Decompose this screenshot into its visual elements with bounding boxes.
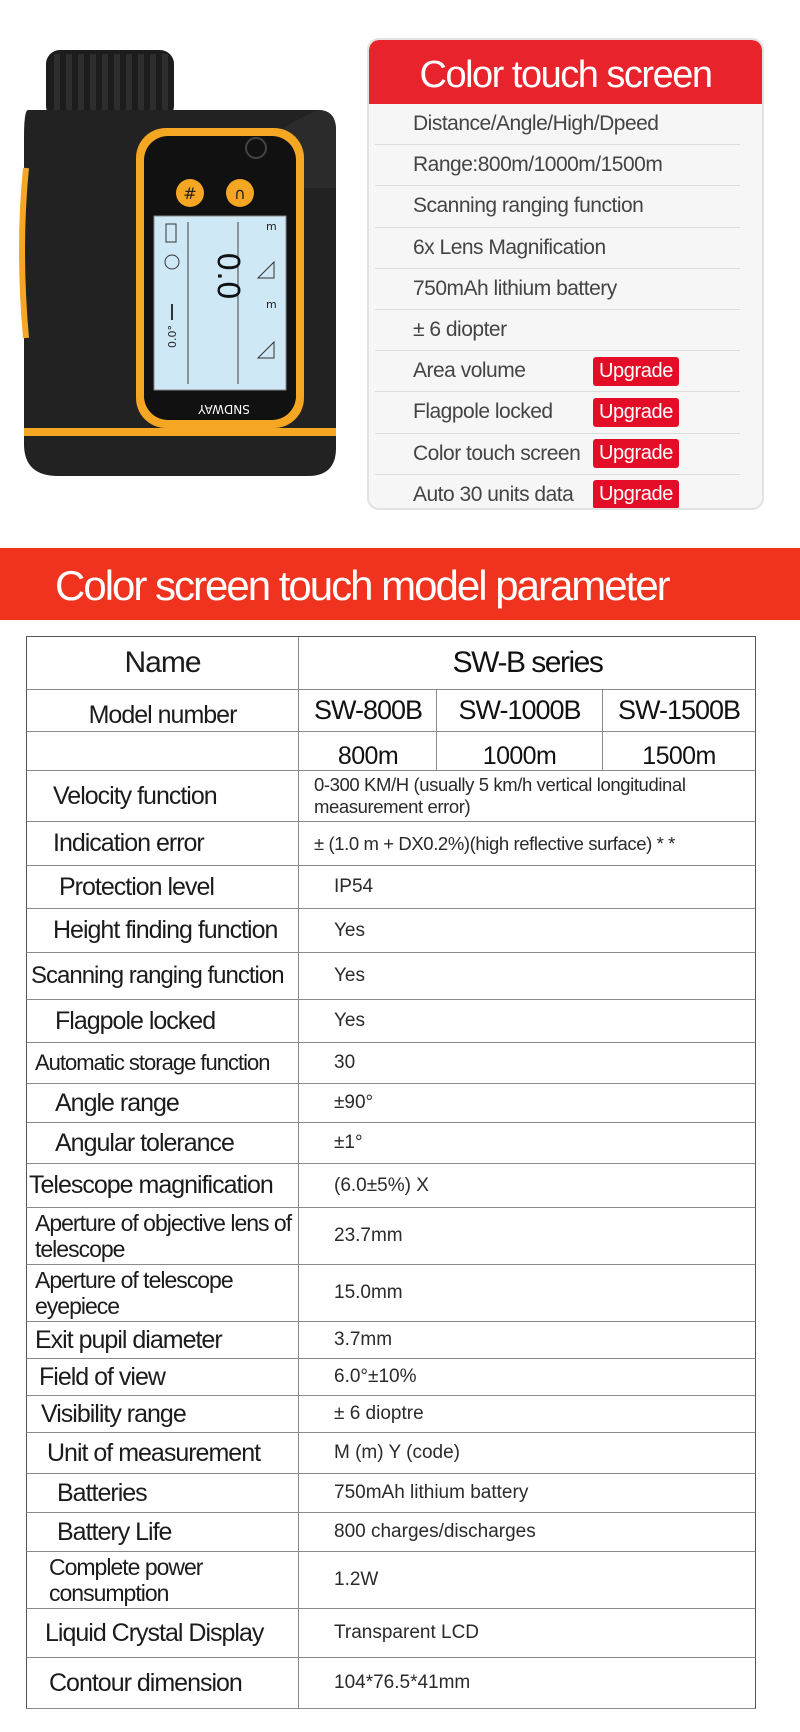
spec-label: Angle range <box>27 1084 299 1122</box>
spec-value: 23.7mm <box>334 1225 403 1246</box>
spec-table <box>26 636 756 1709</box>
table-row <box>26 1359 756 1396</box>
feature-text: 6x Lens Magnification <box>413 235 606 259</box>
spec-label: Telescope magnification <box>27 1164 299 1207</box>
range-label-empty <box>27 732 299 770</box>
table-row <box>26 1084 756 1123</box>
table-row <box>26 1513 756 1552</box>
table-row <box>26 1396 756 1433</box>
spec-value: (6.0±5%) X <box>334 1174 429 1196</box>
spec-value: 800 charges/discharges <box>334 1521 536 1542</box>
spec-value: 0-300 KM/H (usually 5 km/h vertical longitudinal measurement error) <box>314 774 686 817</box>
spec-value: M (m) Y (code) <box>334 1442 460 1463</box>
spec-value: Yes <box>334 965 365 986</box>
feature-text: Distance/Angle/High/Dpeed <box>413 112 659 136</box>
upgrade-badge: Upgrade <box>593 480 679 509</box>
spec-value: 104*76.5*41mm <box>334 1672 471 1693</box>
table-row <box>26 1123 756 1164</box>
name-header: Name <box>27 637 299 689</box>
table-header-row <box>26 636 756 690</box>
spec-label: Flagpole locked <box>27 1000 299 1042</box>
feature-text: 750mAh lithium battery <box>413 276 617 300</box>
spec-label: Automatic storage function <box>27 1043 299 1083</box>
table-row <box>26 822 756 866</box>
spec-label: Unit of measurement <box>27 1433 299 1473</box>
spec-label: Scanning ranging function <box>27 953 299 999</box>
table-row <box>26 771 756 822</box>
table-row <box>26 1433 756 1474</box>
spec-label: Exit pupil diameter <box>27 1322 299 1358</box>
feature-item <box>375 228 740 269</box>
spec-value: ±1° <box>334 1132 363 1153</box>
feature-text: Scanning ranging function <box>413 194 644 218</box>
spec-value: Transparent LCD <box>334 1622 480 1643</box>
range-2: 1000m <box>482 741 557 770</box>
spec-label: Aperture of telescope eyepiece <box>27 1265 299 1321</box>
feature-text: Color touch screen <box>413 441 581 465</box>
feature-item <box>375 269 740 310</box>
spec-value: Yes <box>334 919 365 941</box>
section-banner <box>0 548 800 620</box>
table-row <box>26 1322 756 1359</box>
feature-item <box>375 434 740 475</box>
spec-value: ± 6 dioptre <box>334 1403 424 1424</box>
model-3: SW-1500B <box>617 695 741 725</box>
upgrade-badge: Upgrade <box>593 398 679 427</box>
model-row <box>26 690 756 732</box>
table-row <box>26 866 756 909</box>
model-label: Model number <box>27 690 299 731</box>
spec-label: Contour dimension <box>27 1658 299 1708</box>
rangefinder-device-image <box>18 48 338 478</box>
table-row <box>26 1164 756 1208</box>
table-row <box>26 1208 756 1265</box>
feature-text: Area volume <box>413 359 526 383</box>
feature-text: Range:800m/1000m/1500m <box>413 153 663 177</box>
table-row <box>26 1552 756 1609</box>
device-brand: SNDWAY <box>198 402 250 416</box>
range-row <box>26 732 756 771</box>
feature-item <box>375 186 740 227</box>
upgrade-badge: Upgrade <box>593 357 679 386</box>
model-2: SW-1000B <box>458 695 581 725</box>
feature-item <box>375 475 740 510</box>
spec-label: Protection level <box>27 866 299 908</box>
spec-value: 1.2W <box>334 1569 379 1590</box>
screen-unit-mid: m <box>266 298 277 311</box>
feature-item <box>375 392 740 433</box>
product-section <box>0 0 800 540</box>
range-3: 1500m <box>642 741 716 770</box>
feature-text: ± 6 diopter <box>413 318 507 342</box>
series-header: SW-B series <box>452 646 603 679</box>
table-row <box>26 1000 756 1043</box>
spec-label: Angular tolerance <box>27 1123 299 1163</box>
spec-value: 750mAh lithium battery <box>334 1482 529 1503</box>
screen-reading: 0.0 <box>210 252 245 300</box>
feature-card <box>367 38 764 510</box>
feature-text: Auto 30 units data <box>413 482 574 506</box>
spec-label: Aperture of objective lens of telescope <box>27 1208 299 1264</box>
table-row <box>26 1043 756 1084</box>
spec-value: 6.0°±10% <box>334 1366 417 1387</box>
spec-value: 30 <box>334 1052 356 1073</box>
svg-text:∩: ∩ <box>234 184 246 203</box>
feature-item <box>375 351 740 392</box>
spec-label: Visibility range <box>27 1396 299 1432</box>
table-row <box>26 1474 756 1513</box>
spec-value: 15.0mm <box>334 1282 403 1303</box>
spec-label: Complete power consumption <box>27 1552 299 1608</box>
feature-card-title: Color touch screen <box>369 40 762 104</box>
spec-label: Liquid Crystal Display <box>27 1609 299 1657</box>
range-1: 800m <box>337 741 399 770</box>
feature-item <box>375 310 740 351</box>
spec-value: 3.7mm <box>334 1329 393 1350</box>
table-row <box>26 909 756 953</box>
table-row <box>26 1609 756 1658</box>
screen-unit-top: m <box>266 220 277 233</box>
model-1: SW-800B <box>313 695 423 725</box>
screen-angle: 0.0° <box>166 325 179 348</box>
spec-value: Yes <box>334 1010 365 1031</box>
spec-label: Indication error <box>27 822 299 865</box>
spec-label: Battery Life <box>27 1513 299 1551</box>
feature-list <box>369 104 762 510</box>
table-row <box>26 1658 756 1709</box>
spec-label: Field of view <box>27 1359 299 1395</box>
spec-value: ±90° <box>334 1092 374 1113</box>
spec-value: IP54 <box>334 876 374 897</box>
upgrade-badge: Upgrade <box>593 439 679 468</box>
spec-label: Batteries <box>27 1474 299 1512</box>
spec-label: Height finding function <box>27 909 299 952</box>
feature-text: Flagpole locked <box>413 400 553 424</box>
feature-item <box>375 145 740 186</box>
feature-item <box>375 104 740 145</box>
banner-title: Color screen touch model parameter <box>55 562 669 609</box>
spec-value: ± (1.0 m + DX0.2%)(high reflective surface) * * <box>314 832 675 854</box>
table-row <box>26 953 756 1000</box>
spec-label: Velocity function <box>27 771 299 821</box>
table-row <box>26 1265 756 1322</box>
svg-text:#: # <box>183 184 197 203</box>
